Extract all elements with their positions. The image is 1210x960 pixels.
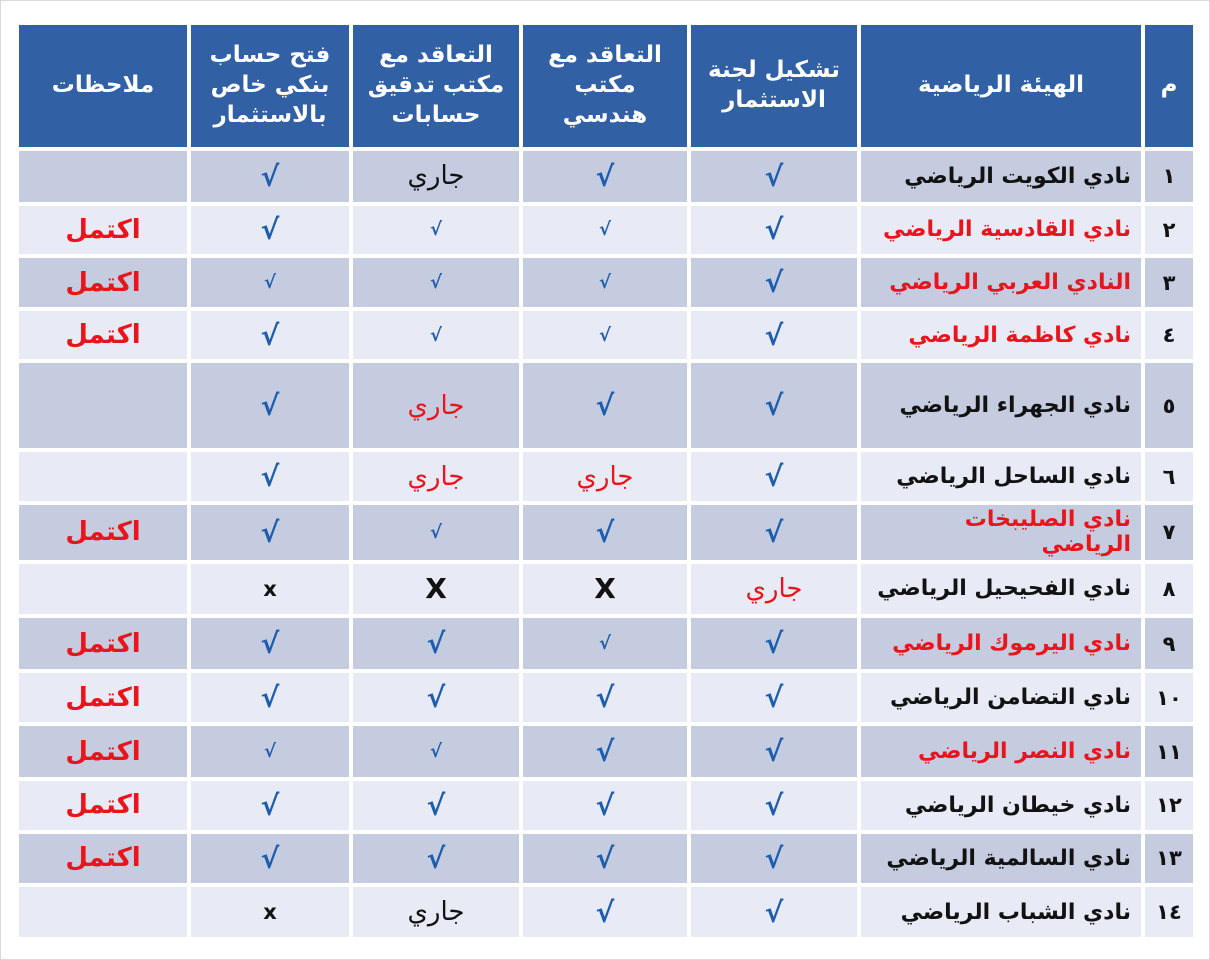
cell-num: ٤ — [1145, 311, 1193, 360]
cell-num: ٩ — [1145, 618, 1193, 669]
cell-engineering: √ — [523, 151, 687, 202]
column-header-notes: ملاحظات — [19, 25, 187, 147]
cell-num: ٢ — [1145, 206, 1193, 255]
cell-num: ١٢ — [1145, 781, 1193, 830]
cell-committee: جاري — [691, 564, 857, 615]
table-body — [19, 151, 1193, 937]
cell-committee: √ — [691, 452, 857, 501]
cell-committee: √ — [691, 151, 857, 202]
cell-audit: جاري — [353, 363, 519, 448]
cell-entity: نادي الشباب الرياضي — [861, 887, 1141, 937]
table-row — [19, 206, 1193, 255]
cell-audit: √ — [353, 258, 519, 307]
table-row — [19, 726, 1193, 777]
cell-bank: √ — [191, 363, 349, 448]
cell-audit: جاري — [353, 887, 519, 937]
header-row — [19, 25, 1193, 147]
cell-entity: نادي الساحل الرياضي — [861, 452, 1141, 501]
cell-engineering: √ — [523, 781, 687, 830]
cell-num: ١ — [1145, 151, 1193, 202]
cell-committee: √ — [691, 834, 857, 884]
cell-engineering: جاري — [523, 452, 687, 501]
cell-committee: √ — [691, 311, 857, 360]
table-row — [19, 311, 1193, 360]
cell-audit: √ — [353, 673, 519, 723]
cell-entity: نادي الصليبخات الرياضي — [861, 505, 1141, 560]
cell-entity: نادي القادسية الرياضي — [861, 206, 1141, 255]
cell-entity: نادي كاظمة الرياضي — [861, 311, 1141, 360]
cell-entity: نادي الكويت الرياضي — [861, 151, 1141, 202]
cell-committee: √ — [691, 887, 857, 937]
cell-entity: نادي خيطان الرياضي — [861, 781, 1141, 830]
cell-num: ٥ — [1145, 363, 1193, 448]
cell-notes: اكتمل — [19, 206, 187, 255]
cell-notes: اكتمل — [19, 618, 187, 669]
cell-notes: اكتمل — [19, 311, 187, 360]
cell-engineering: √ — [523, 311, 687, 360]
cell-engineering: √ — [523, 887, 687, 937]
cell-entity: النادي العربي الرياضي — [861, 258, 1141, 307]
cell-audit: جاري — [353, 151, 519, 202]
cell-notes — [19, 151, 187, 202]
table-row — [19, 505, 1193, 560]
cell-committee: √ — [691, 206, 857, 255]
cell-entity: نادي الفحيحيل الرياضي — [861, 564, 1141, 615]
cell-bank: √ — [191, 726, 349, 777]
column-header-entity: الهيئة الرياضية — [861, 25, 1141, 147]
cell-notes: اكتمل — [19, 834, 187, 884]
cell-audit: √ — [353, 834, 519, 884]
cell-audit: √ — [353, 618, 519, 669]
cell-notes: اكتمل — [19, 726, 187, 777]
cell-committee: √ — [691, 505, 857, 560]
cell-engineering: X — [523, 564, 687, 615]
cell-bank: √ — [191, 151, 349, 202]
cell-committee: √ — [691, 726, 857, 777]
table-header — [19, 25, 1193, 147]
cell-entity: نادي التضامن الرياضي — [861, 673, 1141, 723]
cell-bank: √ — [191, 781, 349, 830]
cell-bank: √ — [191, 311, 349, 360]
cell-engineering: √ — [523, 673, 687, 723]
cell-num: ١٤ — [1145, 887, 1193, 937]
table-row — [19, 452, 1193, 501]
cell-engineering: √ — [523, 726, 687, 777]
cell-committee: √ — [691, 673, 857, 723]
column-header-bank: فتح حساب بنكي خاص بالاستثمار — [191, 25, 349, 147]
cell-notes — [19, 363, 187, 448]
cell-committee: √ — [691, 618, 857, 669]
cell-engineering: √ — [523, 618, 687, 669]
cell-num: ٧ — [1145, 505, 1193, 560]
cell-bank: √ — [191, 834, 349, 884]
table-row — [19, 363, 1193, 448]
column-header-num: م — [1145, 25, 1193, 147]
cell-audit: √ — [353, 726, 519, 777]
cell-engineering: √ — [523, 258, 687, 307]
table-row — [19, 258, 1193, 307]
cell-num: ١٠ — [1145, 673, 1193, 723]
table-row — [19, 887, 1193, 937]
table-row — [19, 834, 1193, 884]
cell-engineering: √ — [523, 206, 687, 255]
cell-notes: اكتمل — [19, 505, 187, 560]
cell-bank: √ — [191, 505, 349, 560]
cell-audit: √ — [353, 311, 519, 360]
column-header-engineering: التعاقد مع مكتب هندسي — [523, 25, 687, 147]
column-header-audit: التعاقد مع مكتب تدقيق حسابات — [353, 25, 519, 147]
cell-num: ٣ — [1145, 258, 1193, 307]
column-header-committee: تشكيل لجنة الاستثمار — [691, 25, 857, 147]
cell-num: ٦ — [1145, 452, 1193, 501]
cell-audit: √ — [353, 505, 519, 560]
cell-notes: اكتمل — [19, 781, 187, 830]
cell-engineering: √ — [523, 505, 687, 560]
cell-committee: √ — [691, 781, 857, 830]
cell-bank: √ — [191, 258, 349, 307]
cell-committee: √ — [691, 258, 857, 307]
cell-audit: √ — [353, 781, 519, 830]
cell-bank: x — [191, 564, 349, 615]
table-row — [19, 781, 1193, 830]
table-row — [19, 564, 1193, 615]
cell-notes — [19, 887, 187, 937]
cell-bank: √ — [191, 618, 349, 669]
cell-committee: √ — [691, 363, 857, 448]
cell-num: ٨ — [1145, 564, 1193, 615]
cell-entity: نادي النصر الرياضي — [861, 726, 1141, 777]
cell-notes: اكتمل — [19, 258, 187, 307]
investment-status-table — [15, 21, 1197, 941]
cell-audit: X — [353, 564, 519, 615]
table-row — [19, 673, 1193, 723]
cell-bank: √ — [191, 206, 349, 255]
cell-notes — [19, 452, 187, 501]
table-row — [19, 618, 1193, 669]
cell-audit: جاري — [353, 452, 519, 501]
cell-bank: √ — [191, 452, 349, 501]
cell-engineering: √ — [523, 363, 687, 448]
cell-bank: √ — [191, 673, 349, 723]
cell-bank: x — [191, 887, 349, 937]
cell-entity: نادي الجهراء الرياضي — [861, 363, 1141, 448]
cell-num: ١٣ — [1145, 834, 1193, 884]
cell-entity: نادي السالمية الرياضي — [861, 834, 1141, 884]
cell-engineering: √ — [523, 834, 687, 884]
cell-notes: اكتمل — [19, 673, 187, 723]
cell-entity: نادي اليرموك الرياضي — [861, 618, 1141, 669]
cell-notes — [19, 564, 187, 615]
cell-audit: √ — [353, 206, 519, 255]
cell-num: ١١ — [1145, 726, 1193, 777]
table-row — [19, 151, 1193, 202]
